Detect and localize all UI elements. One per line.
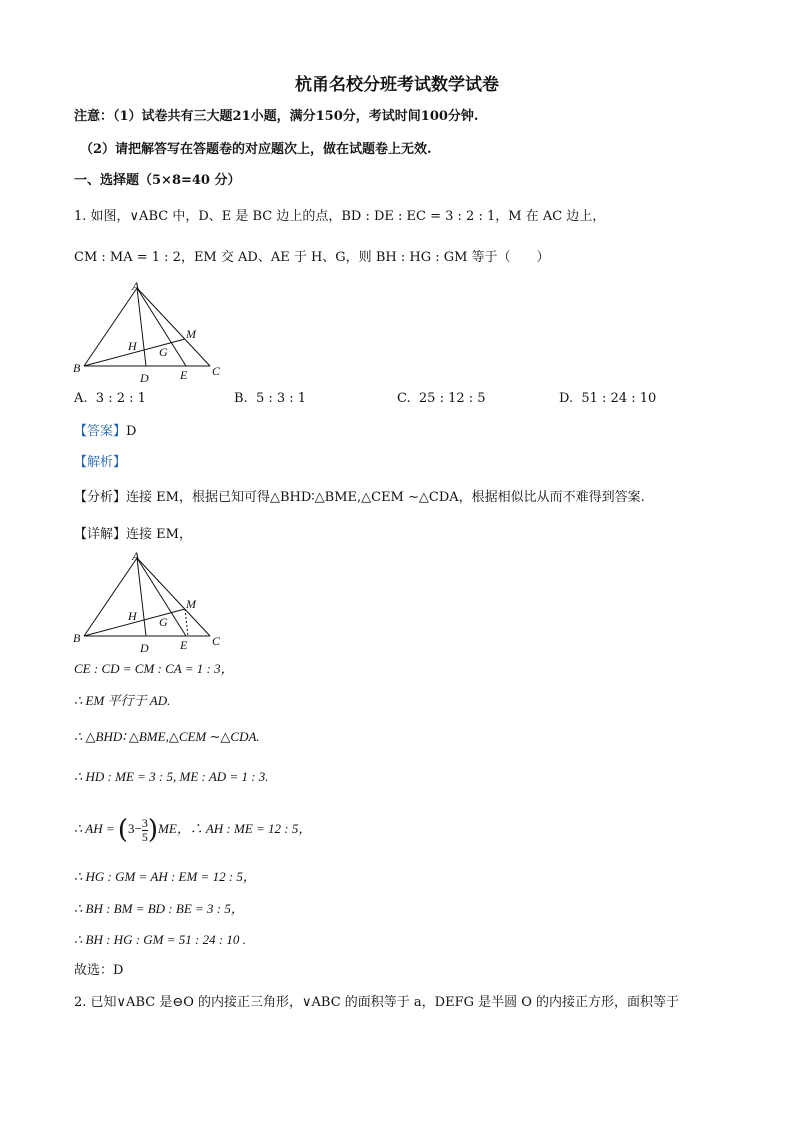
step-3: ∴ △BHD∶ △BME,△CEM ∼△CDA. [74,729,260,744]
detail-line [74,526,192,544]
label-m: M [186,327,196,341]
notice-2: （2）请把解答写在答题卷的对应题次上，做在试题卷上无效. [80,142,432,157]
step-1: CE : CD = CM : CA = 1 : 3， [74,661,234,676]
label-d: D [140,371,149,385]
step-2: ∴ EM 平行于 AD. [74,693,171,708]
answer-value: D [126,424,137,439]
step-ah: ∴ AH = (3− $\frac{3}{5}$ )ME，∴ AH : ME = 12 : 5， [74,815,312,846]
step-ah-prefix: ∴ AH = [74,821,115,836]
label-d-2: D [140,641,149,655]
label-h: H [128,339,137,353]
fenxi-tag: 【分析】 [74,490,127,505]
option-a: A. 3 : 2 : 1 [74,391,146,406]
label-e: E [180,368,188,382]
triangle-figure-2 [70,548,230,656]
step-4: ∴ HD : ME = 3 : 5, ME : AD = 1 : 3. [74,769,269,784]
page-title: 杭甬名校分班考试数学试卷 [295,75,499,95]
label-a-2: A [132,549,140,563]
notice-1: 注意：（1）试卷共有三大题21小题，满分150分，考试时间100分钟. [74,109,479,124]
conclusion: 故选：D [74,963,124,978]
step-ah-tail: ME，∴ AH : ME = 12 : 5， [158,821,312,836]
detail-tag: 【详解】 [74,527,127,542]
fenxi-line [74,489,645,507]
q1-line-1: 1. 如图，∨ABC 中，D、E 是 BC 边上的点，BD : DE : EC = 3 : 2 : 1，M 在 AC 边上， [74,209,606,224]
label-b: B [73,361,81,375]
label-e-2: E [180,638,188,652]
q2-line-1: 2. 已知∨ABC 是⊖O 的内接正三角形，∨ABC 的面积等于 a，DEFG 是半圆 O 的内接正方形，面积等于 [74,995,680,1010]
label-a: A [132,279,140,293]
section-heading: 一、选择题（5×8=40 分） [74,173,241,188]
q1-line-2: CM : MA = 1 : 2，EM 交 AD、AE 于 H、G，则 BH : HG : GM 等于（ ） [74,250,550,265]
analysis-line [74,454,126,472]
step-7: ∴ BH : HG : GM = 51 : 24 : 10 . [74,932,246,947]
triangle-figure-1 [70,278,230,386]
label-b-2: B [73,631,81,645]
label-g: G [159,345,168,359]
label-h-2: H [128,609,137,623]
option-d: D. 51 : 24 : 10 [559,391,657,406]
analysis-tag: 【解析】 [74,455,127,470]
label-c: C [212,364,221,378]
step-5: ∴ HG : GM = AH : EM = 12 : 5， [74,869,256,884]
step-6: ∴ BH : BM = BD : BE = 3 : 5， [74,901,244,916]
label-m-2: M [186,597,196,611]
fraction-3-5: $\frac{3}{5}$ [141,815,148,844]
fenxi-text: 连接 EM，根据已知可得△BHD∶△BME,△CEM ∼△CDA，根据相似比从而不难得到答案. [126,490,645,505]
option-c: C. 25 : 12 : 5 [397,391,486,406]
label-g-2: G [159,615,168,629]
detail-text: 连接 EM， [126,527,192,542]
answer-tag: 【答案】 [74,424,127,439]
step-ah-lead: 3− [128,821,142,836]
option-b: B. 5 : 3 : 1 [234,391,307,406]
label-c-2: C [212,634,221,648]
answer-line [74,423,136,441]
